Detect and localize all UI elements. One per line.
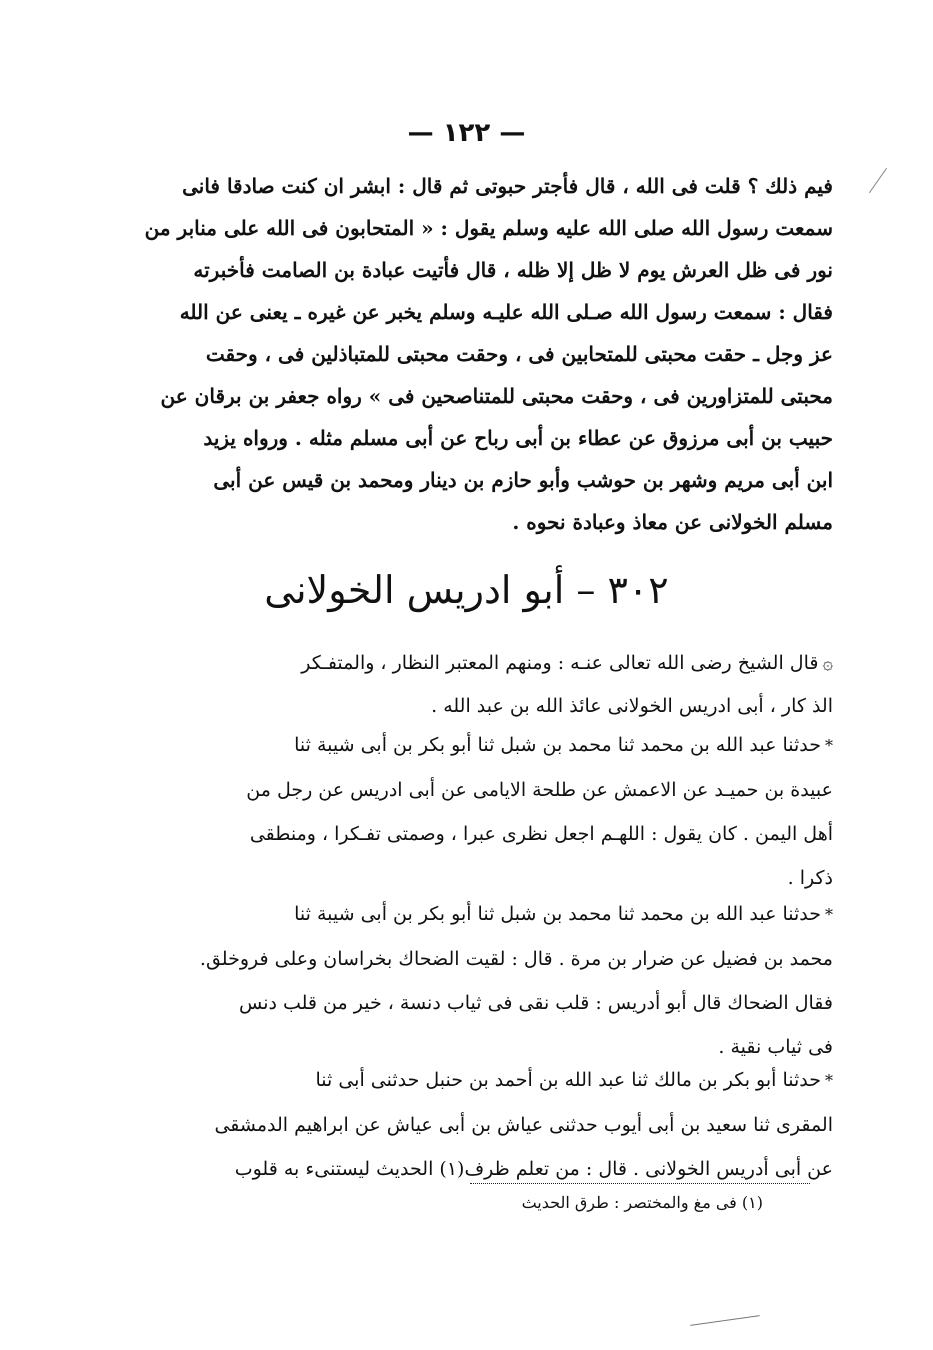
text-line [103,1058,833,1103]
text-line: فقال : سمعت رسول الله صـلى الله عليـه وسلم يخبر عن غيره ـ يعنى عن الله [179,300,833,324]
text-line: عز وجل ـ حقت محبتى للمتحابين فى ، وحقت محبتى للمتباذلين فى ، وحقت [205,342,833,366]
footnote-divider [470,1183,810,1184]
hadith-paragraph-2 [103,892,833,1069]
text-line: ذكرا . [787,867,833,889]
text-line [103,642,833,685]
text-line: سمعت رسول الله صلى الله عليه وسلم يقول : « المتحابون فى الله على منابر من [144,216,833,240]
text-line: مسلم الخولانى عن معاذ وعبادة نحوه . [512,510,833,534]
text-line: عن أبى أدريس الخولانى . قال : من تعلم ظرف(١) الحديث ليستنىء به قلوب [234,1158,833,1180]
asterisk-icon: * [825,1071,833,1090]
text-line-content: حدثنا عبد الله بن محمد ثنا محمد بن شبل ثنا أبو بكر بن أبى شيبة ثنا [294,903,821,925]
continued-text-block [103,165,833,543]
ornament-icon: ۞ [822,653,833,674]
text-line: فقال الضحاك قال أبو أدريس : قلب نقى فى ثياب دنسة ، خير من قلب دنس [238,992,833,1014]
text-line: ابن أبى مريم وشهر بن حوشب وأبو حازم بن دينار ومحمد بن قيس عن أبى [213,468,833,492]
asterisk-icon: * [825,736,833,755]
text-line-content: حدثنا عبد الله بن محمد ثنا محمد بن شبل ثنا أبو بكر بن أبى شيبة ثنا [294,734,821,756]
text-line: حبيب بن أبى مرزوق عن عطاء بن أبى رباح عن أبى مسلم مثله . ورواه يزيد [203,426,833,450]
intro-paragraph [103,642,833,727]
text-line [103,723,833,768]
text-line: أهل اليمن . كان يقول : اللهـم اجعل نظرى عبرا ، وصمتى تفـكرا ، ومنطقى [249,823,833,845]
page-number: — ١٢٢ — [407,118,526,148]
asterisk-icon: * [825,905,833,924]
section-heading: ٣٠٢ – أبو ادريس الخولانى [264,568,669,612]
margin-mark [690,1315,759,1326]
hadith-paragraph-1 [103,723,833,900]
text-line [103,892,833,937]
margin-mark [869,168,887,193]
text-line: محبتى للمتزاورين فى ، وحقت محبتى للمتناصحين فى » رواه جعفر بن برقان عن [160,384,833,408]
text-line: محمد بن فضيل عن ضرار بن مرة . قال : لقيت الضحاك بخراسان وعلى فروخلق. [199,948,833,970]
text-line-content: قال الشيخ رضى الله تعالى عنـه : ومنهم المعتبر النظار ، والمتفـكر [301,652,819,674]
hadith-paragraph-3 [103,1058,833,1191]
text-line-content: حدثنا أبو بكر بن مالك ثنا عبد الله بن أحمد بن حنبل حدثنى أبى ثنا [315,1069,821,1091]
text-line: فيم ذلك ؟ قلت فى الله ، قال فأجتر حبوتى ثم قال : ابشر ان كنت صادقا فانى [182,174,833,198]
text-line: المقرى ثنا سعيد بن أبى أيوب حدثنى عياش بن أبى عياش عن ابراهيم الدمشقى [214,1114,833,1136]
text-line: فى ثياب نقية . [718,1036,833,1058]
text-line: الذ كار ، أبى ادريس الخولانى عائذ الله بن عبد الله . [431,695,833,717]
footnote: (١) فى مغ والمختصر : طرق الحديث [521,1193,763,1212]
text-line: نور فى ظل العرش يوم لا ظل إلا ظله ، قال فأتيت عبادة بن الصامت فأخبرته [193,258,833,282]
text-line: عبيدة بن حميـد عن الاعمش عن طلحة الايامى عن أبى ادريس عن رجل من [246,779,833,801]
